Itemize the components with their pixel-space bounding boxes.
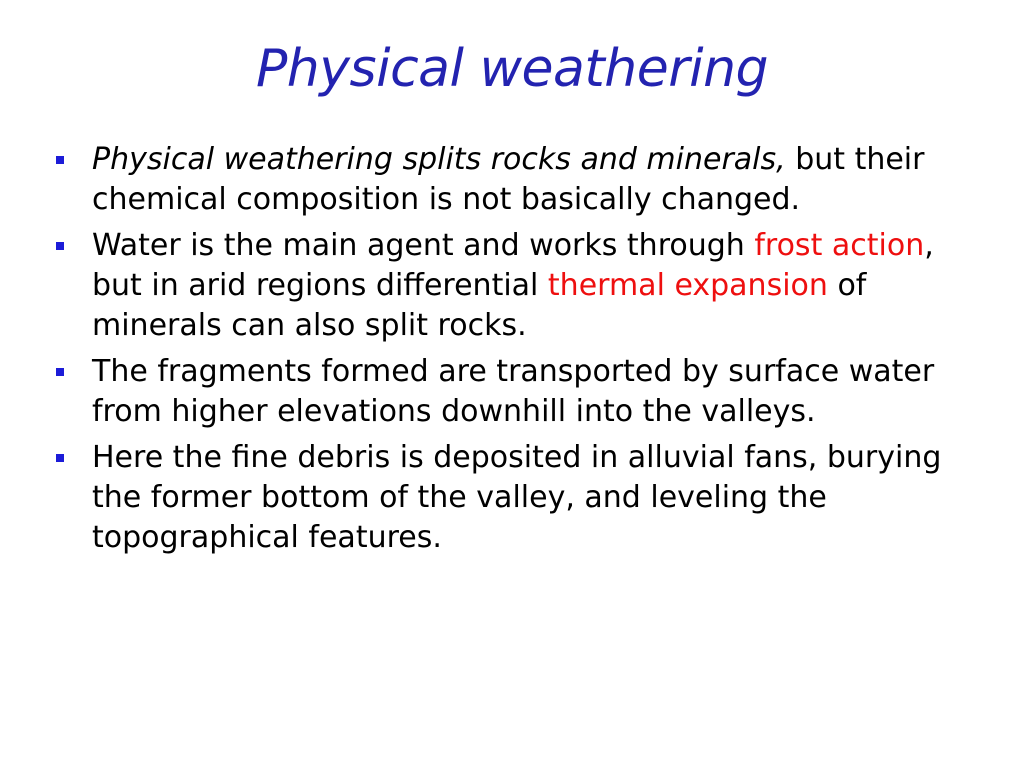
bullet-2-text-part1: Water is the main agent and works through xyxy=(92,228,755,263)
square-bullet-icon xyxy=(56,242,64,250)
bullet-item-3 xyxy=(50,352,980,432)
square-bullet-icon xyxy=(56,454,64,462)
bullet-2-highlight-thermal-expansion: thermal expansion xyxy=(547,268,828,303)
slide-title: Physical weathering xyxy=(255,39,769,99)
bullet-4-text: Here the fine debris is deposited in alluvial fans, burying the former bottom of the valley, and leveling the topographical features. xyxy=(92,440,942,555)
square-bullet-icon xyxy=(56,156,64,164)
bullet-1-italic-lead: Physical weathering splits rocks and minerals, xyxy=(92,142,786,177)
bullet-list xyxy=(50,140,980,564)
bullet-2-highlight-frost-action: frost action xyxy=(754,228,925,263)
square-bullet-icon xyxy=(56,368,64,376)
bullet-item-4 xyxy=(50,438,980,558)
bullet-2-text-part3: of minerals can also split rocks. xyxy=(92,268,867,343)
bullet-3-text: The fragments formed are transported by surface water from higher elevations downhill into the valleys. xyxy=(92,354,935,429)
bullet-item-1 xyxy=(50,140,980,220)
bullet-item-2 xyxy=(50,226,980,346)
bullet-1-text: but their chemical composition is not basically changed. xyxy=(92,142,925,217)
bullet-2-text-part2: , but in arid regions differential xyxy=(92,228,934,303)
